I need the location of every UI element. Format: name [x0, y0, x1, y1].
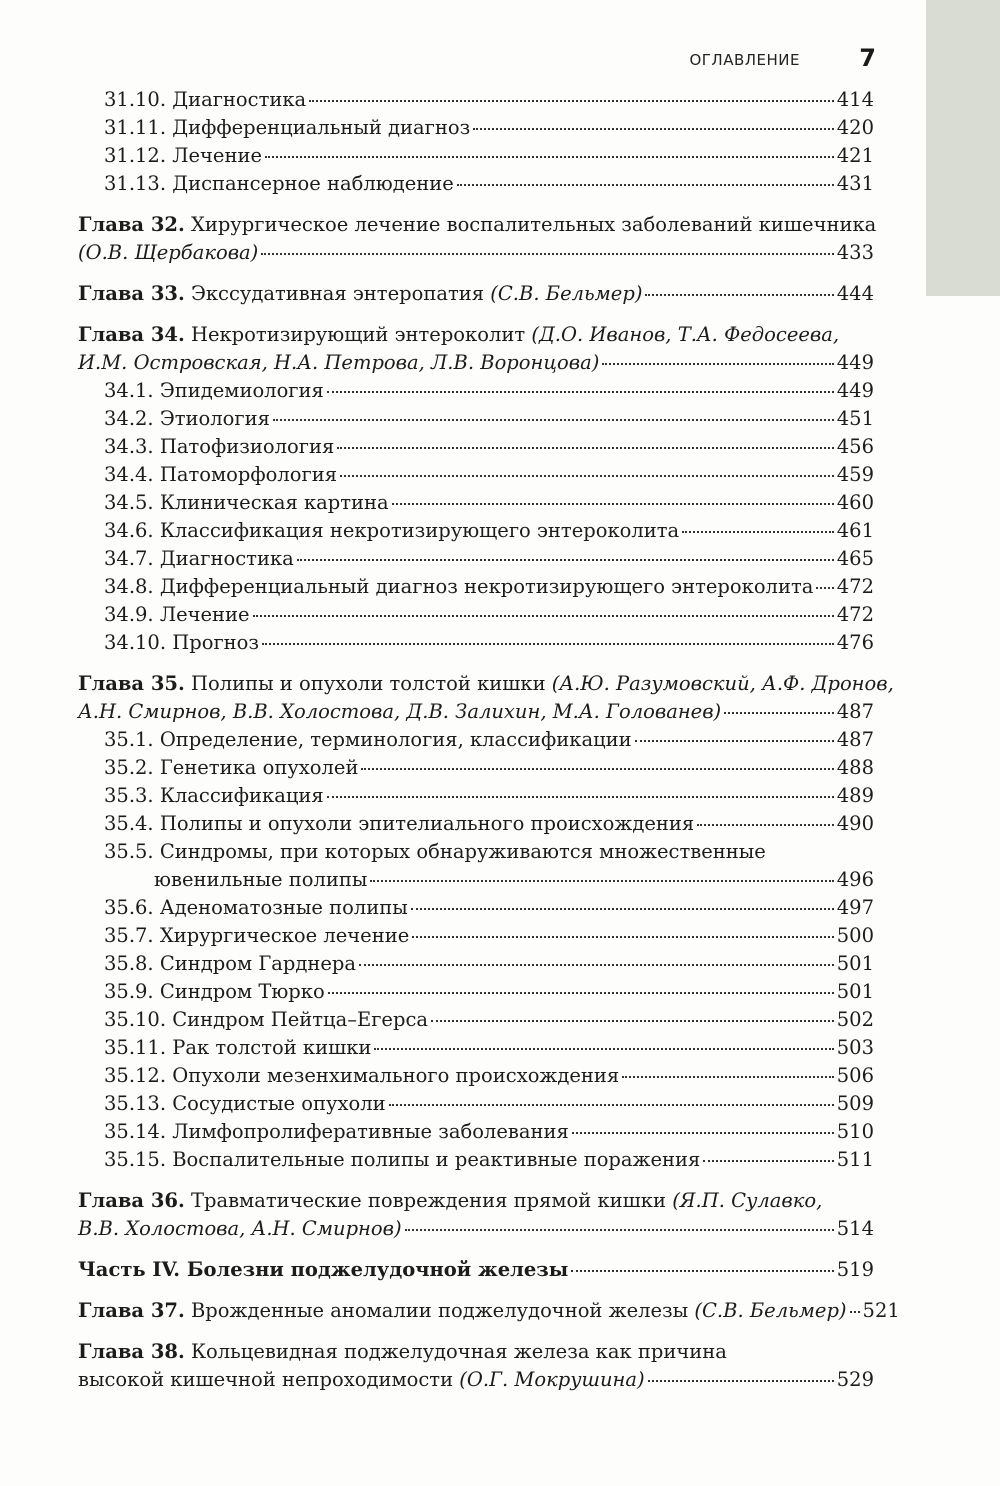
dot-leader	[473, 128, 834, 130]
toc-entry-page: 487	[836, 700, 874, 723]
toc-entry-page: 449	[836, 379, 874, 402]
toc-entry-title: 35.12. Опухоли мезенхимального происхождения	[104, 1064, 620, 1087]
chapter-label: Глава 33.	[78, 282, 185, 305]
toc-entry-page: 511	[836, 1148, 874, 1171]
toc-entry-page: 510	[836, 1120, 874, 1143]
toc-entry-31-11[interactable]	[78, 114, 874, 142]
toc-entry-34-6[interactable]	[78, 517, 874, 545]
toc-entry-35-15[interactable]	[78, 1146, 874, 1174]
toc-entry-page: 509	[836, 1092, 874, 1115]
toc-entry-title: 34.7. Диагностика	[104, 547, 294, 570]
chapter-authors: (О.В. Щербакова)	[78, 241, 259, 264]
dot-leader	[648, 1380, 834, 1382]
dot-leader	[253, 615, 834, 617]
toc-chapter-line	[78, 1366, 874, 1394]
toc-entry-35-11[interactable]	[78, 1034, 874, 1062]
dot-leader	[262, 643, 834, 645]
toc-entry-title: 31.13. Диспансерное наблюдение	[104, 172, 454, 195]
toc-entry-title: 35.15. Воспалительные полипы и реактивные поражения	[104, 1148, 701, 1171]
toc-entry-page: 414	[836, 88, 874, 111]
toc-entry-title: 34.9. Лечение	[104, 603, 250, 626]
chapter-authors: И.М. Островская, Н.А. Петрова, Л.В. Воронцова)	[78, 351, 600, 374]
toc-entry-page: 519	[836, 1258, 874, 1281]
toc-entry-35-3[interactable]	[78, 782, 874, 810]
toc-entry-title: 35.14. Лимфопролиферативные заболевания	[104, 1120, 569, 1143]
toc-entry-title: 35.11. Рак толстой кишки	[104, 1036, 372, 1059]
toc-entry-title: 35.1. Определение, терминология, классификации	[104, 728, 632, 751]
toc-entry-page: 472	[836, 575, 874, 598]
toc-chapter-line	[78, 239, 874, 267]
toc-entry-page: 489	[836, 784, 874, 807]
chapter-authors: (О.Г. Мокрушина)	[459, 1368, 645, 1391]
toc-chapter-line	[78, 1338, 874, 1366]
toc-entry-page: 465	[836, 547, 874, 570]
dot-leader	[392, 503, 834, 505]
page-edge-strip	[926, 0, 1000, 296]
chapter-label: Глава 32.	[78, 213, 185, 236]
toc-chapter-38[interactable]	[78, 1338, 874, 1394]
dot-leader	[374, 1048, 833, 1050]
toc-entry-page: 420	[836, 116, 874, 139]
toc-chapter-34[interactable]	[78, 321, 874, 377]
chapter-title: Врожденные аномалии поджелудочной железы	[184, 1299, 695, 1322]
toc-entry-31-13[interactable]	[78, 170, 874, 198]
toc-part-line	[78, 1256, 874, 1284]
chapter-label: Глава 37.	[78, 1299, 185, 1322]
dot-leader	[457, 184, 834, 186]
page-number: 7	[859, 44, 876, 72]
toc-entry-page: 444	[836, 282, 874, 305]
toc-entry-34-3[interactable]	[78, 433, 874, 461]
chapter-title: Некротизирующий энтероколит	[184, 323, 532, 346]
toc-entry-title: ювенильные полипы	[154, 868, 368, 891]
dot-leader	[359, 964, 834, 966]
toc-entry-title: 34.3. Патофизиология	[104, 435, 335, 458]
toc-chapter-line	[78, 1297, 900, 1325]
toc-entry-page: 496	[836, 868, 874, 891]
toc-entry-34-9[interactable]	[78, 601, 874, 629]
toc-chapter-line	[78, 321, 874, 349]
toc-entry-page: 431	[836, 172, 874, 195]
chapter-authors: (А.Ю. Разумовский, А.Ф. Дронов,	[551, 672, 894, 695]
chapter-title: Экссудативная энтеропатия	[184, 282, 491, 305]
dot-leader	[622, 1076, 834, 1078]
toc-chapter-line	[78, 670, 894, 698]
toc-chapter-line	[78, 349, 874, 377]
toc-entry-title: 35.3. Классификация	[104, 784, 324, 807]
toc-entry-34-10[interactable]	[78, 629, 874, 657]
toc-entry-title: 35.8. Синдром Гарднера	[104, 952, 356, 975]
toc-entry-35-1[interactable]	[78, 726, 874, 754]
dot-leader	[635, 740, 834, 742]
dot-leader	[370, 880, 833, 882]
toc-entry-page: 461	[836, 519, 874, 542]
dot-leader	[405, 1229, 834, 1231]
chapter-authors: (С.В. Бельмер)	[490, 282, 643, 305]
table-of-contents	[78, 86, 900, 1394]
toc-chapter-line	[78, 280, 874, 308]
toc-entry-35-4[interactable]	[78, 810, 874, 838]
toc-entry-title: 35.13. Сосудистые опухоли	[104, 1092, 386, 1115]
toc-entry-page: 514	[836, 1217, 874, 1240]
chapter-authors: В.В. Холостова, А.Н. Смирнов)	[78, 1217, 402, 1240]
chapter-label: Глава 35.	[78, 672, 185, 695]
chapter-authors: (С.В. Бельмер)	[694, 1299, 847, 1322]
dot-leader	[327, 391, 834, 393]
toc-entry-35-10[interactable]	[78, 1006, 874, 1034]
toc-entry-page: 421	[836, 144, 874, 167]
toc-entry-title: 35.7. Хирургическое лечение	[104, 924, 410, 947]
toc-entry-35-2[interactable]	[78, 754, 874, 782]
toc-chapter-37[interactable]	[78, 1297, 900, 1325]
toc-entry-title: 34.8. Дифференциальный диагноз некротизирующего энтероколита	[104, 575, 814, 598]
dot-leader	[850, 1311, 860, 1313]
dot-leader	[327, 796, 834, 798]
toc-entry-title: 31.10. Диагностика	[104, 88, 307, 111]
toc-entry-35-8[interactable]	[78, 950, 874, 978]
toc-entry-line	[78, 838, 874, 866]
toc-entry-page: 490	[836, 812, 874, 835]
chapter-authors: А.Н. Смирнов, В.В. Холостова, Д.В. Залихин, М.А. Голованев)	[78, 700, 722, 723]
toc-entry-page: 488	[836, 756, 874, 779]
toc-entry-page: 502	[836, 1008, 874, 1031]
toc-entry-31-12[interactable]	[78, 142, 874, 170]
chapter-title: Кольцевидная поджелудочная железа как причина	[184, 1340, 727, 1363]
toc-entry-page: 487	[836, 728, 874, 751]
toc-entry-title: 35.9. Синдром Тюрко	[104, 980, 325, 1003]
toc-entry-34-8[interactable]	[78, 573, 874, 601]
toc-entry-35-9[interactable]	[78, 978, 874, 1006]
toc-entry-title: 35.6. Аденоматозные полипы	[104, 896, 408, 919]
dot-leader	[340, 475, 834, 477]
toc-chapter-35[interactable]	[78, 670, 894, 726]
dot-leader	[273, 419, 834, 421]
toc-entry-34-2[interactable]	[78, 405, 874, 433]
toc-entry-title: 34.10. Прогноз	[104, 631, 260, 654]
toc-chapter-36[interactable]	[78, 1187, 874, 1243]
toc-entry-page: 451	[836, 407, 874, 430]
toc-entry-35-12[interactable]	[78, 1062, 874, 1090]
toc-chapter-line	[78, 211, 877, 239]
dot-leader	[309, 100, 834, 102]
page-header	[0, 46, 876, 74]
toc-entry-page: 500	[836, 924, 874, 947]
toc-entry-title: 34.4. Патоморфология	[104, 463, 338, 486]
toc-entry-page: 529	[836, 1368, 874, 1391]
dot-leader	[431, 1020, 834, 1022]
chapter-title: высокой кишечной непроходимости	[78, 1368, 460, 1391]
toc-entry-title: 34.6. Классификация некротизирующего энтероколита	[104, 519, 680, 542]
toc-entry-title: 35.5. Синдромы, при которых обнаруживаются множественные	[104, 840, 766, 863]
toc-entry-35-14[interactable]	[78, 1118, 874, 1146]
toc-part-4[interactable]	[78, 1256, 874, 1284]
dot-leader	[361, 768, 833, 770]
dot-leader	[265, 156, 834, 158]
chapter-title: Хирургическое лечение воспалительных заболеваний кишечника	[184, 213, 877, 236]
toc-entry-31-10[interactable]	[78, 86, 874, 114]
toc-entry-34-5[interactable]	[78, 489, 874, 517]
toc-entry-34-7[interactable]	[78, 545, 874, 573]
chapter-title: Полипы и опухоли толстой кишки	[184, 672, 552, 695]
toc-entry-title: 34.2. Этиология	[104, 407, 270, 430]
toc-entry-34-1[interactable]	[78, 377, 874, 405]
dot-leader	[411, 908, 834, 910]
dot-leader	[602, 363, 833, 365]
chapter-authors: (Д.О. Иванов, Т.А. Федосеева,	[531, 323, 840, 346]
dot-leader	[297, 559, 834, 561]
toc-entry-page: 460	[836, 491, 874, 514]
dot-leader	[697, 824, 834, 826]
toc-entry-page: 472	[836, 603, 874, 626]
toc-entry-page: 503	[836, 1036, 874, 1059]
dot-leader	[703, 1160, 833, 1162]
toc-chapter-line	[78, 1187, 874, 1215]
dot-leader	[328, 992, 834, 994]
chapter-label: Глава 34.	[78, 323, 185, 346]
running-head: ОГЛАВЛЕНИЕ	[689, 51, 800, 69]
toc-entry-page: 501	[836, 952, 874, 975]
toc-entry-page: 449	[836, 351, 874, 374]
toc-chapter-line	[78, 1215, 874, 1243]
toc-entry-title: 31.11. Дифференциальный диагноз	[104, 116, 471, 139]
toc-entry-page: 497	[836, 896, 874, 919]
toc-entry-page: 501	[836, 980, 874, 1003]
dot-leader	[389, 1104, 834, 1106]
chapter-authors: (Я.П. Сулавко,	[672, 1189, 823, 1212]
dot-leader	[261, 253, 833, 255]
toc-entry-35-13[interactable]	[78, 1090, 874, 1118]
toc-chapter-line	[78, 698, 874, 726]
dot-leader	[816, 587, 833, 589]
dot-leader	[645, 294, 833, 296]
toc-entry-title: 35.10. Синдром Пейтца–Егерса	[104, 1008, 428, 1031]
toc-entry-title: 34.5. Клиническая картина	[104, 491, 389, 514]
toc-entry-title: 31.12. Лечение	[104, 144, 262, 167]
chapter-label: Глава 36.	[78, 1189, 185, 1212]
toc-entry-page: 476	[836, 631, 874, 654]
toc-entry-page: 506	[836, 1064, 874, 1087]
dot-leader	[682, 531, 834, 533]
toc-entry-35-6[interactable]	[78, 894, 874, 922]
toc-entry-line	[78, 866, 874, 894]
toc-entry-page: 433	[836, 241, 874, 264]
dot-leader	[724, 712, 834, 714]
dot-leader	[337, 447, 834, 449]
toc-entry-35-7[interactable]	[78, 922, 874, 950]
dot-leader	[412, 936, 834, 938]
part-label: Часть IV. Болезни поджелудочной железы	[78, 1258, 569, 1281]
toc-chapter-33[interactable]	[78, 280, 874, 308]
dot-leader	[572, 1132, 834, 1134]
toc-entry-title: 35.2. Генетика опухолей	[104, 756, 359, 779]
toc-entry-title: 35.4. Полипы и опухоли эпителиального происхождения	[104, 812, 695, 835]
toc-entry-page: 456	[836, 435, 874, 458]
chapter-label: Глава 38.	[78, 1340, 185, 1363]
toc-entry-page: 459	[836, 463, 874, 486]
dot-leader	[571, 1270, 833, 1272]
toc-entry-34-4[interactable]	[78, 461, 874, 489]
chapter-title: Травматические повреждения прямой кишки	[184, 1189, 673, 1212]
toc-entry-title: 34.1. Эпидемиология	[104, 379, 324, 402]
toc-chapter-32[interactable]	[78, 211, 877, 267]
toc-entry-35-5[interactable]	[78, 838, 874, 894]
toc-entry-page: 521	[862, 1299, 900, 1322]
